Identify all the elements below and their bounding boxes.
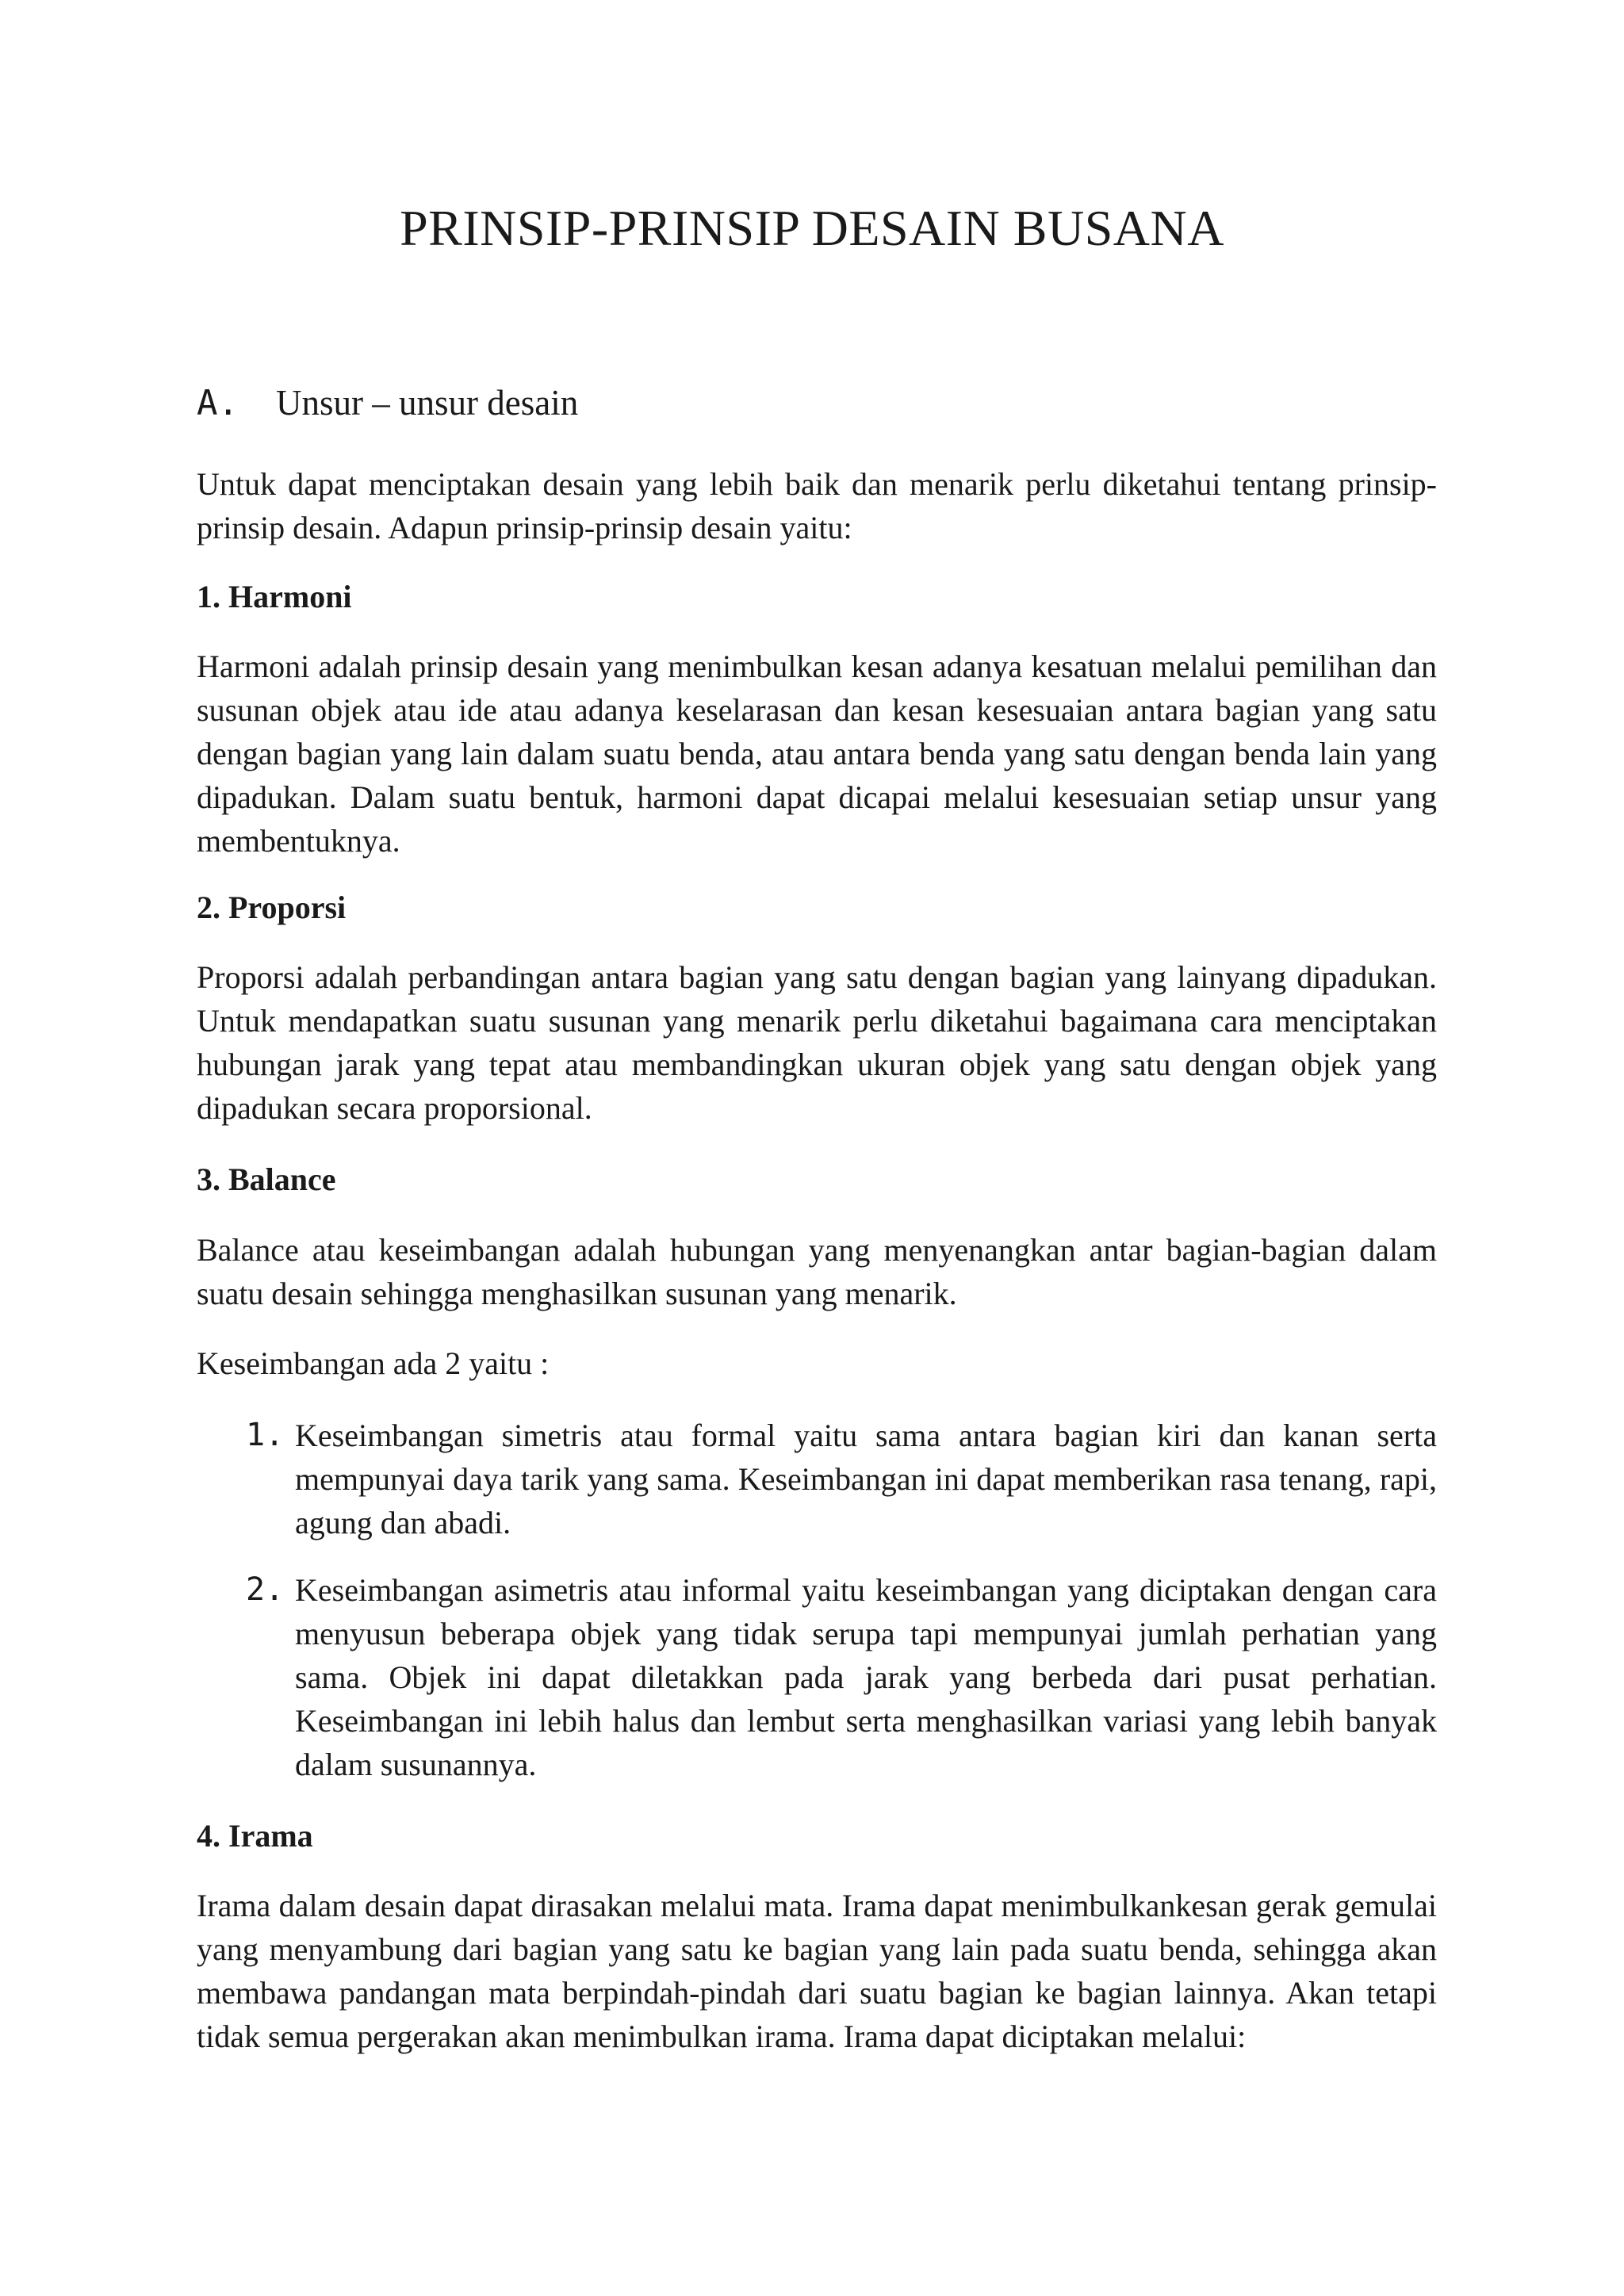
list-item-text: Keseimbangan simetris atau formal yaitu sama antara bagian kiri dan kanan serta mempunyai daya tarik yang sama. Keseimbangan ini dapat memberikan rasa tenang, rapi, agung dan abadi.	[295, 1418, 1437, 1540]
section-title: Unsur – unsur desain	[276, 383, 579, 423]
list-item-number: 2.	[246, 1571, 285, 1608]
list-item-text: Keseimbangan asimetris atau informal yaitu keseimbangan yang diciptakan dengan cara menyusun beberapa objek yang tidak serupa tapi mempunyai jumlah perhatian yang sama. Objek ini dapat diletakkan pada jarak yang berbeda dari pusat perhatian. Keseimbangan ini lebih halus dan lembut serta menghasilkan variasi yang lebih banyak dalam susunannya.	[295, 1572, 1437, 1782]
intro-paragraph: Untuk dapat menciptakan desain yang lebih baik dan menarik perlu diketahui tentang prinsip-prinsip desain. Adapun prinsip-prinsip desain yaitu:	[197, 466, 1437, 545]
paragraph-irama: Irama dalam desain dapat dirasakan melalui mata. Irama dapat menimbulkankesan gerak gemulai yang menyambung dari bagian yang satu ke bagian yang lain pada suatu benda, sehingga akan membawa pandangan mata berpindah-pindah dari suatu bagian ke bagian lainnya. Akan tetapi tidak semua pergerakan akan menimbulkan irama. Irama dapat diciptakan melalui:	[197, 1888, 1437, 2054]
paragraph-proporsi: Proporsi adalah perbandingan antara bagian yang satu dengan bagian yang lainyang dipadukan. Untuk mendapatkan suatu susunan yang menarik perlu diketahui bagaimana cara menciptakan hubungan jarak yang tepat atau membandingkan ukuran objek yang satu dengan objek yang dipadukan secara proporsional.	[197, 959, 1437, 1126]
section-heading	[197, 379, 578, 427]
paragraph-harmoni: Harmoni adalah prinsip desain yang menimbulkan kesan adanya kesatuan melalui pemilihan dan susunan objek atau ide atau adanya keselarasan dan kesan kesesuaian antara bagian yang satu dengan bagian yang lain dalam suatu benda, atau antara benda yang satu dengan benda lain yang dipadukan. Dalam suatu bentuk, harmoni dapat dicapai melalui kesesuaian setiap unsur yang membentuknya.	[197, 649, 1437, 859]
heading-harmoni: 1. Harmoni	[197, 579, 352, 614]
list-item-number: 1.	[246, 1417, 285, 1453]
heading-balance: 3. Balance	[197, 1161, 336, 1197]
paragraph-balance: Balance atau keseimbangan adalah hubungan yang menyenangkan antar bagian-bagian dalam suatu desain sehingga menghasilkan susunan yang menarik.	[197, 1232, 1437, 1311]
section-letter: A.	[197, 383, 239, 423]
heading-irama: 4. Irama	[197, 1818, 313, 1854]
document-title: PRINSIP-PRINSIP DESAIN BUSANA	[400, 200, 1224, 256]
balance-types-intro: Keseimbangan ada 2 yaitu :	[197, 1345, 550, 1381]
heading-proporsi: 2. Proporsi	[197, 890, 347, 925]
